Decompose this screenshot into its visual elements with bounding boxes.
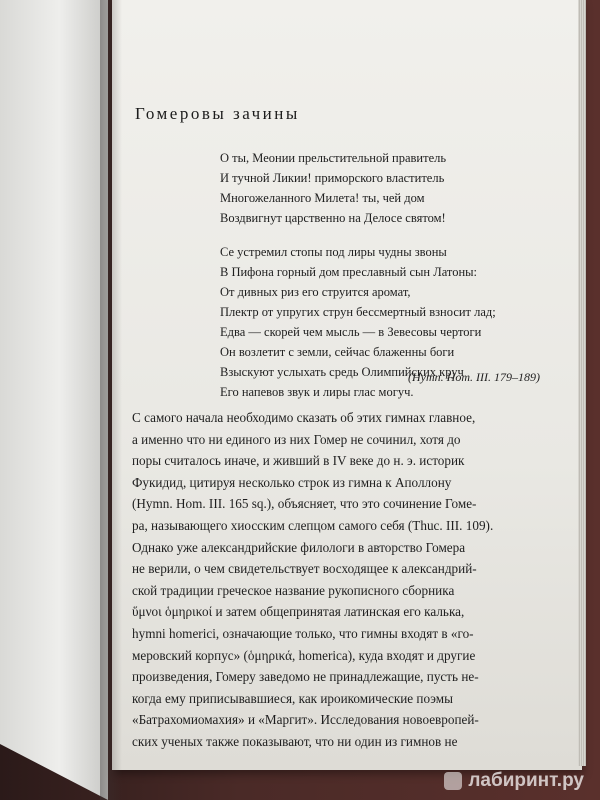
text-line: ра, называющего хиосским слепцом самого себя (Thuc. III. 109).: [132, 517, 494, 533]
labirint-logo-icon: [444, 772, 462, 790]
text-line: «Батрахомиомахия» и «Маргит». Исследования новоевропей-: [132, 712, 479, 728]
chapter-title: Гомеровы зачины: [135, 104, 300, 123]
text-line: когда ему приписывавшиеся, как ироикомические поэмы: [132, 690, 453, 706]
poem-line: О ты, Меонии прельстительной правитель: [220, 151, 447, 165]
text-line: произведения, Гомеру заведомо не принадлежащие, пусть не-: [132, 669, 479, 685]
poem-line: И тучной Ликии! приморского властитель: [220, 171, 445, 185]
text-line: меровский корпус» (ὁμηρικά, homerica), куда входят и другие: [132, 647, 476, 663]
watermark-text: лабиринт.ру: [468, 770, 584, 791]
text-line: поры считалось иначе, и живший в IV веке до н. э. историк: [132, 453, 465, 469]
poem-stanza: [220, 148, 540, 228]
labirint-watermark: [444, 770, 584, 792]
text-line: Фукидид, цитируя несколько строк из гимна к Аполлону: [132, 474, 452, 490]
poem-line: Се устремил стопы под лиры чудны звоны: [220, 245, 447, 259]
text-line: Однако уже александрийские филологи в авторство Гомера: [132, 539, 466, 555]
spine-shadow: [100, 0, 122, 800]
text-line: а именно что ни единого из них Гомер не сочинил, хотя до: [132, 431, 461, 447]
text-line: (Hymn. Hom. III. 165 sq.), объясняет, что это сочинение Гоме-: [132, 496, 477, 512]
text-line: hymni homerici, означающие только, что гимны входят в «го-: [132, 625, 474, 641]
poem-citation: (Hymn. Hom. III. 179–189): [408, 370, 540, 384]
text-line: ской традиции греческое название рукописного сборника: [132, 582, 455, 598]
text-line: ских ученых также показывают, что ни один из гимнов не: [132, 733, 458, 749]
body-text: [132, 407, 542, 753]
poem-line: В Пифона горный дом преславный сын Латоны:: [220, 265, 478, 279]
text-line: ὕμνοι ὁμηρικοί и затем общепринятая латинская его калька,: [132, 604, 465, 620]
poem-line: Многожеланного Милета! ты, чей дом: [220, 191, 425, 205]
poem-line: Плектр от упругих струн бессмертный взносит лад;: [220, 305, 496, 319]
left-page: [0, 0, 108, 800]
poem-line: Он возлетит с земли, сейчас блаженны боги: [220, 345, 455, 359]
poem-line: Едва — скорей чем мысль — в Зевесовы чертоги: [220, 325, 482, 339]
page-edges: [578, 0, 586, 766]
poem-line: Его напевов звук и лиры глас могуч.: [220, 385, 414, 399]
poem-line: Взыскуют услыхать средь Олимпийских круч: [220, 365, 464, 379]
text-line: не верили, о чем свидетельствует восходящее к александрий-: [132, 561, 477, 577]
poem-line: Воздвигнут царственно на Делосе святом!: [220, 211, 446, 225]
poem-line: От дивных риз его струится аромат,: [220, 285, 411, 299]
text-line: С самого начала необходимо сказать об этих гимнах главное,: [132, 410, 476, 425]
